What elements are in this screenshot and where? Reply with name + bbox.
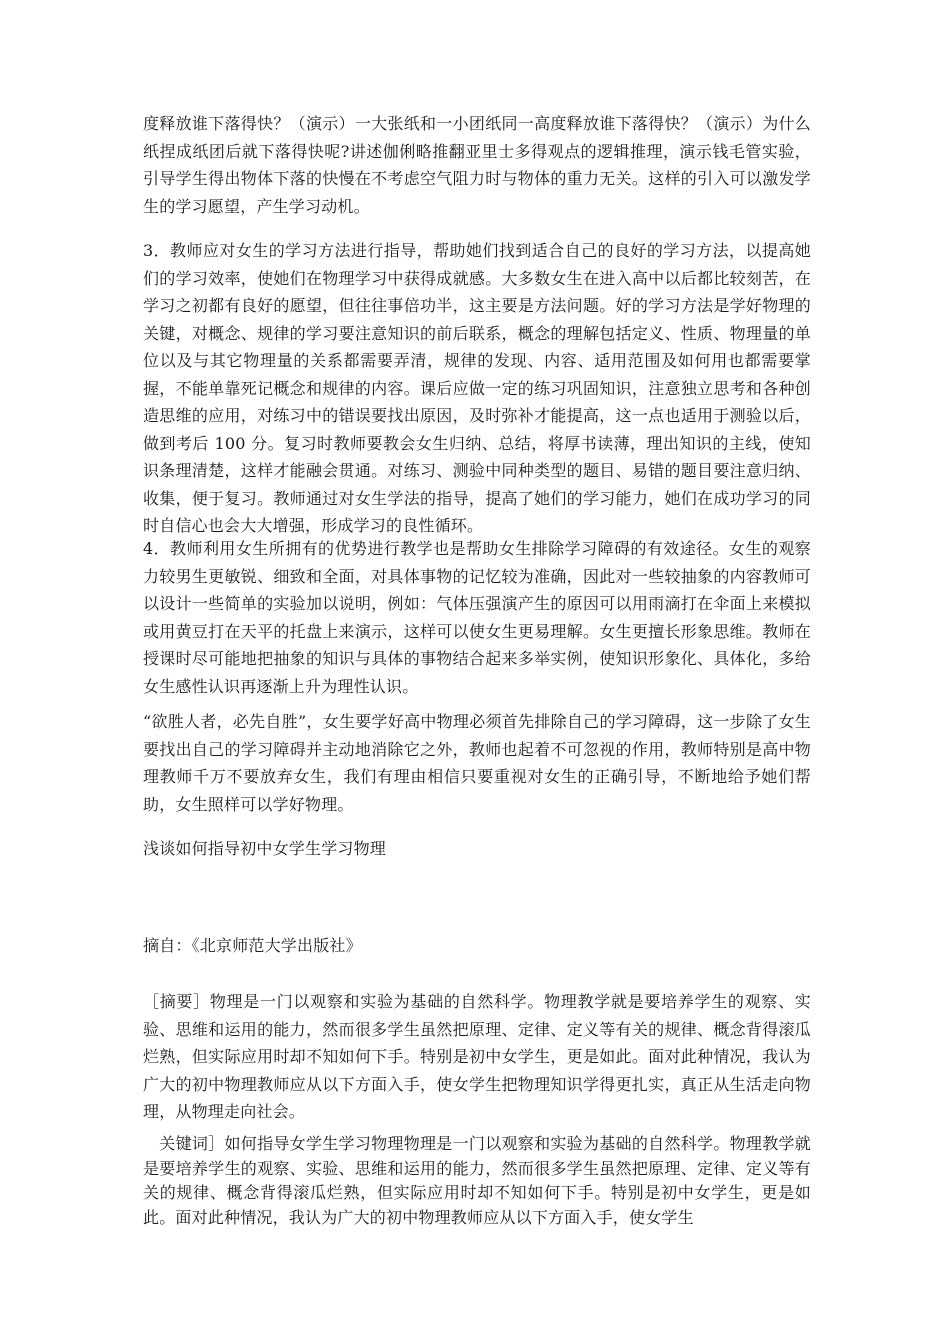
article-title: 浅谈如何指导初中女学生学习物理: [143, 839, 387, 858]
source-line: 摘自：《北京师范大学出版社》: [143, 936, 362, 955]
paragraph-conclusion: “欲胜人者，必先自胜”，女生要学好高中物理必须首先排除自己的学习障碍，这一步除了女生要找出自己的学习障碍并主动地消除它之外，教师也起着不可忽视的作用，教师特别是高中物理教师千万不要放弃女生，我们有理由相信只要重视对女生的正确引导，不断地给予她们帮助，女生照样可以学好物理。: [143, 712, 811, 814]
keywords-paragraph: 关键词］如何指导女学生学习物理物理是一门以观察和实验为基础的自然科学。物理教学就是要培养学生的观察、实验、思维和运用的能力，然而很多学生虽然把原理、定律、定义等有关的规律、概念背得滚瓜烂熟，但实际应用时却不知如何下手。特别是初中女学生，更是如此。面对此种情况，我认为广大的初中物理教师应从以下方面入手，使女学生: [143, 1134, 811, 1227]
paragraph-point-3: 3．教师应对女生的学习方法进行指导，帮助她们找到适合自己的良好的学习方法，以提高她们的学习效率，使她们在物理学习中获得成就感。大多数女生在进入高中以后都比较刻苦，在学习之初都有良好的愿望，但往往事倍功半，这主要是方法问题。好的学习方法是学好物理的关键，对概念、规律的学习要注意知识的前后联系，概念的理解包括定义、性质、物理量的单位以及与其它物理量的关系都需要弄清，规律的发现、内容、适用范围及如何用也都需要掌握，不能单靠死记概念和规律的内容。课后应做一定的练习巩固知识，注意独立思考和各种创造思维的应用，对练习中的错误要找出原因，及时弥补才能提高，这一点也适用于测验以后，做到考后 100 分。复习时教师要教会女生归纳、总结，将厚书读薄，理出知识的主线，使知识条理清楚，这样才能融会贯通。对练习、测验中同种类型的题目、易错的题目要注意归纳、收集，便于复习。教师通过对女生学法的指导，提高了她们的学习能力，她们在成功学习的同时自信心也会大大增强，形成学习的良性循环。: [143, 241, 811, 535]
paragraph-point-4: 4．教师利用女生所拥有的优势进行教学也是帮助女生排除学习障碍的有效途径。女生的观察力较男生更敏锐、细致和全面，对具体事物的记忆较为准确，因此对一些较抽象的内容教师可以设计一些简单的实验加以说明，例如：气体压强演产生的原因可以用雨滴打在伞面上来模拟或用黄豆打在天平的托盘上来演示，这样可以使女生更易理解。女生更擅长形象思维。教师在授课时尽可能地把抽象的知识与具体的事物结合起来多举实例，使知识形象化、具体化，多给女生感性认识再逐渐上升为理性认识。: [143, 539, 811, 696]
paragraph-intro-continued: 度释放谁下落得快？（演示）一大张纸和一小团纸同一高度释放谁下落得快？（演示）为什么纸捏成纸团后就下落得快呢?讲述伽俐略推翻亚里士多得观点的逻辑推理，演示钱毛管实验，引导学生得出物体下落的快慢在不考虑空气阻力时与物体的重力无关。这样的引入可以激发学生的学习愿望，产生学习动机。: [143, 114, 811, 216]
abstract-paragraph: ［摘要］物理是一门以观察和实验为基础的自然科学。物理教学就是要培养学生的观察、实验、思维和运用的能力，然而很多学生虽然把原理、定律、定义等有关的规律、概念背得滚瓜烂熟，但实际应用时却不知如何下手。特别是初中女学生，更是如此。面对此种情况，我认为广大的初中物理教师应从以下方面入手，使女学生把物理知识学得更扎实，真正从生活走向物理，从物理走向社会。: [143, 992, 811, 1121]
